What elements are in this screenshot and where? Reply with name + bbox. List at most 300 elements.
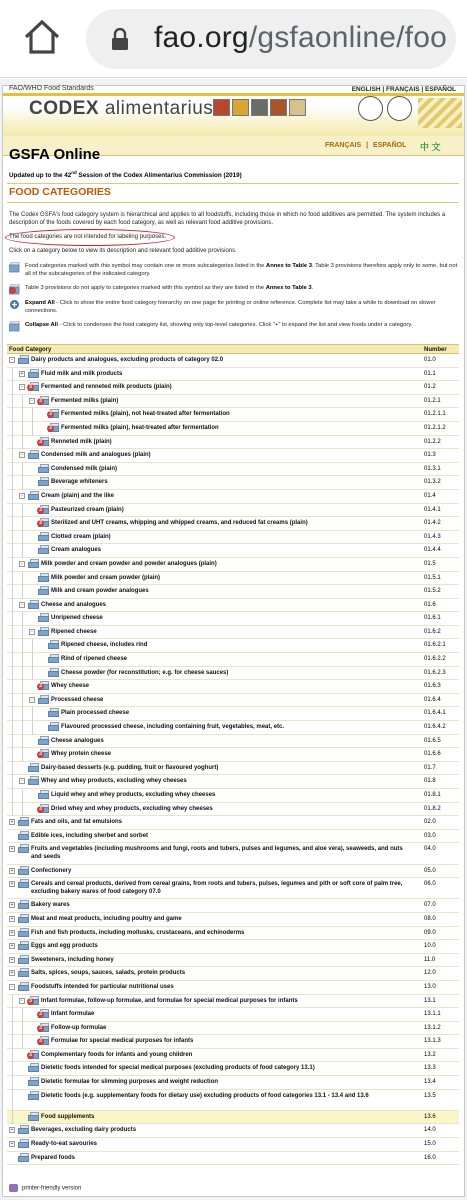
tree-line <box>22 572 23 586</box>
category-label[interactable]: Milk and cream powder analogues <box>51 588 149 595</box>
table-row[interactable] <box>7 544 459 558</box>
table-row[interactable] <box>7 490 459 504</box>
collapse-toggle-icon[interactable]: - <box>19 778 25 784</box>
tree-line <box>12 721 13 735</box>
category-label[interactable]: Clotted cream (plain) <box>51 533 111 540</box>
category-label[interactable]: Fermented milks (plain) <box>51 397 119 404</box>
category-label[interactable]: Liquid whey and whey products, excluding whey cheeses <box>51 792 216 798</box>
category-number: 01.6.6 <box>424 751 441 758</box>
table-row[interactable] <box>7 572 459 586</box>
address-bar[interactable] <box>86 9 456 69</box>
folder-icon <box>18 968 31 977</box>
category-label[interactable]: Fruits and vegetables (including mushrooms and fungi, roots and tubers, pulses and legumes, and aloe vera), seaweeds, and nuts and seeds <box>31 846 403 860</box>
category-label[interactable]: Complementary foods for infants and young children <box>41 1051 193 1058</box>
tree-line <box>12 612 13 626</box>
tree-line <box>12 762 13 776</box>
folder-icon <box>18 831 31 840</box>
table-row[interactable] <box>7 395 459 409</box>
folder-icon <box>18 955 31 964</box>
table-row[interactable] <box>7 368 459 382</box>
collapse-toggle-icon[interactable]: - <box>29 629 35 635</box>
expand-toggle-icon[interactable]: + <box>10 881 14 888</box>
table-row[interactable] <box>7 626 459 640</box>
category-label[interactable]: Cheese powder (for reconstitution; e.g. for cheese sauces) <box>61 669 229 676</box>
table-row[interactable] <box>7 449 459 463</box>
category-label[interactable]: Cheese analogues <box>51 737 104 744</box>
tree-line <box>22 1022 23 1036</box>
table-row[interactable] <box>7 1049 459 1063</box>
table-row[interactable] <box>7 913 459 927</box>
table-row[interactable] <box>7 694 459 708</box>
table-row[interactable] <box>7 865 459 879</box>
collapse-toggle-icon[interactable]: - <box>19 561 25 567</box>
table3-icon <box>9 284 20 295</box>
category-number: 01.6.5 <box>424 737 441 744</box>
category-number: 01.5.2 <box>424 588 441 595</box>
tree-line <box>12 1090 13 1111</box>
table-row[interactable] <box>7 1022 459 1036</box>
tree-line <box>12 544 13 558</box>
language-links <box>325 142 409 149</box>
category-label[interactable]: Follow-up formulae <box>51 1024 107 1031</box>
expand-toggle-icon[interactable]: + <box>10 819 14 826</box>
category-number: 01.5 <box>424 560 436 567</box>
who-logo <box>387 96 412 121</box>
collapse-toggle-icon[interactable]: - <box>19 998 25 1004</box>
table3-folder-icon: 3 <box>48 423 61 432</box>
tree-line <box>12 531 13 545</box>
tree-line <box>12 1035 13 1049</box>
table3-folder-icon: 3 <box>38 681 51 690</box>
legend-expand-all[interactable]: Expand All - Click to show the entire food category hierarchy on one page for printing or online reference. Complete list may take a while to download on slower connections. <box>9 299 461 315</box>
codex-logo-text: CODEX alimentarius <box>29 98 214 119</box>
tree-line <box>12 599 13 613</box>
expand-toggle-icon[interactable]: + <box>10 867 14 874</box>
header-number: Number <box>424 346 447 353</box>
category-label[interactable]: Milk powder and cream powder (plain) <box>51 574 161 581</box>
folder-icon <box>28 369 41 378</box>
food-category-table <box>7 344 459 1165</box>
category-label[interactable]: Fermented and renneted milk products (plain) <box>41 384 172 391</box>
category-number: 01.6.2.1 <box>424 642 446 649</box>
table-row[interactable] <box>7 517 459 531</box>
legend-collapse-all[interactable]: Collapse All - Click to condenses the food category list, showing only top-level categories. Click "+" to expand the list and view foods under a category. <box>9 321 461 329</box>
table-row[interactable] <box>7 981 459 995</box>
category-label[interactable]: Formulae for special medical purposes for infants <box>51 1038 194 1045</box>
category-number: 01.6.2.2 <box>424 656 446 663</box>
category-number: 13.1 <box>424 997 436 1004</box>
folder-icon <box>38 790 51 799</box>
table3-folder-icon: 3 <box>38 804 51 813</box>
lang-french-link[interactable]: FRANÇAIS <box>325 142 362 149</box>
table-row[interactable] <box>7 1035 459 1049</box>
collapse-toggle-icon[interactable]: - <box>19 452 25 458</box>
category-label[interactable]: Condensed milk (plain) <box>51 465 118 472</box>
table-row[interactable] <box>7 1076 459 1090</box>
tree-line <box>12 368 13 382</box>
expand-toggle-icon[interactable]: + <box>10 970 14 977</box>
category-label[interactable]: Confectionery <box>31 867 72 874</box>
category-label[interactable]: Food supplements <box>41 1113 95 1120</box>
table3-folder-icon: 3 <box>38 505 51 514</box>
expand-toggle-icon[interactable]: + <box>10 1141 14 1148</box>
table-row[interactable] <box>7 995 459 1009</box>
category-number: 01.3.1 <box>424 465 441 472</box>
category-number: 01.4.2 <box>424 520 441 527</box>
tree-line <box>22 463 23 477</box>
category-number: 01.3.2 <box>424 479 441 486</box>
category-label[interactable]: Dietetic foods intended for special medical purposes (excluding products of food category 13.1) <box>41 1065 315 1072</box>
category-number: 01.2.1 <box>424 397 441 404</box>
category-label[interactable]: Fermented milks (plain), not heat-treated after fermentation <box>61 411 230 418</box>
table-row[interactable] <box>7 354 459 368</box>
category-number: 15.0 <box>424 1141 436 1148</box>
category-label[interactable]: Dairy-based desserts (e.g. pudding, fruit or flavoured yoghurt) <box>41 764 219 771</box>
table-row[interactable] <box>7 504 459 518</box>
category-number: 01.7 <box>424 764 436 771</box>
table-row[interactable] <box>7 653 459 667</box>
category-number: 01.2.1.2 <box>424 424 446 431</box>
category-label[interactable]: Condensed milk and analogues (plain) <box>41 452 151 459</box>
folder-icon <box>28 559 41 568</box>
category-number: 02.0 <box>424 819 436 826</box>
folder-icon <box>28 1063 41 1072</box>
category-label[interactable]: Whey and whey products, excluding whey cheeses <box>41 778 187 785</box>
table3-folder-icon: 3 <box>28 996 41 1005</box>
category-number: 09.0 <box>424 929 436 936</box>
category-label[interactable]: Ripened cheese, includes rind <box>61 642 148 649</box>
category-label[interactable]: Whey cheese <box>51 683 90 690</box>
tree-line <box>22 612 23 626</box>
category-label[interactable]: Dietetic formulae for slimming purposes and weight reduction <box>41 1079 219 1086</box>
table-row[interactable] <box>7 748 459 762</box>
lang-spanish-link[interactable]: ESPAÑOL <box>373 142 407 149</box>
folder-icon <box>38 627 51 636</box>
category-label[interactable]: Fermented milks (plain), heat-treated after fermentation <box>61 424 219 431</box>
folder-icon <box>38 695 51 704</box>
tree-line <box>22 653 23 667</box>
category-label[interactable]: Pasteurized cream (plain) <box>51 506 124 513</box>
category-label[interactable]: Ripened cheese <box>51 628 97 635</box>
tree-line <box>32 639 33 653</box>
folder-icon <box>18 355 31 364</box>
category-label[interactable]: Foodstuffs intended for particular nutritional uses <box>31 983 174 990</box>
expand-toggle-icon[interactable]: + <box>10 1127 14 1134</box>
tree-line <box>12 490 13 504</box>
category-number: 04.0 <box>424 846 436 853</box>
category-number: 13.5 <box>424 1092 436 1099</box>
category-number: 01.0 <box>424 357 436 363</box>
table-row[interactable] <box>7 667 459 681</box>
top-language-links[interactable]: ENGLISH | FRANÇAIS | ESPAÑOL <box>351 86 456 93</box>
table-row[interactable] <box>7 721 459 735</box>
table-row[interactable] <box>7 1062 459 1076</box>
category-label[interactable]: Cereals and cereal products, derived from cereal grains, from roots and tubers, pulses, legumes and pith or soft core of palm tree, excluding bakery wares of food category 07.0 <box>31 881 403 895</box>
category-label[interactable]: Infant formulae, follow-up formulae, and formulae for special medical purposes for infants <box>41 997 298 1004</box>
category-label[interactable]: Ready-to-eat savouries <box>31 1141 98 1148</box>
tree-line <box>12 463 13 477</box>
folder-icon <box>18 817 31 826</box>
table-row[interactable] <box>7 967 459 981</box>
category-label[interactable]: Edible ices, including sherbet and sorbet <box>31 832 149 839</box>
tree-line <box>32 422 33 436</box>
category-label[interactable]: Milk powder and cream powder and powder analogues (plain) <box>41 560 217 567</box>
table3-folder-icon: 3 <box>38 437 51 446</box>
folder-icon <box>48 708 61 717</box>
table-row[interactable] <box>7 463 459 477</box>
category-number: 01.6.4 <box>424 696 441 703</box>
category-label[interactable]: Cream (plain) and the like <box>41 492 115 499</box>
table-row[interactable] <box>7 1090 459 1111</box>
category-label[interactable]: Salts, spices, soups, sauces, salads, protein products <box>31 970 186 977</box>
table-row[interactable] <box>7 612 459 626</box>
collapse-toggle-icon[interactable]: - <box>19 493 25 499</box>
updated-note: Updated up to the 42nd Session of the Codex Alimentarius Commission (2019) <box>9 170 242 180</box>
category-label[interactable]: Bakery wares <box>31 902 70 909</box>
folder-icon <box>28 491 41 500</box>
tree-line <box>12 449 13 463</box>
expand-toggle-icon[interactable]: + <box>10 956 14 963</box>
category-label[interactable]: Processed cheese <box>51 696 104 703</box>
browser-toolbar <box>0 0 467 78</box>
expand-toggle-icon[interactable]: + <box>10 846 14 853</box>
table-row[interactable] <box>7 1138 459 1152</box>
codex-banner <box>3 86 464 136</box>
table3-folder-icon: 3 <box>38 396 51 405</box>
category-label[interactable]: Cream analogues <box>51 547 102 554</box>
category-label[interactable]: Flavoured processed cheese, including containing fruit, vegetables, meat, etc. <box>61 724 285 731</box>
tree-line <box>12 517 13 531</box>
expand-toggle-icon[interactable]: + <box>10 915 14 922</box>
expand-toggle-icon[interactable]: + <box>10 902 14 909</box>
category-number: 13.3 <box>424 1065 436 1072</box>
folder-icon <box>28 600 41 609</box>
category-number: 12.0 <box>424 970 436 977</box>
tree-line <box>22 504 23 518</box>
category-label[interactable]: Whey protein cheese <box>51 751 112 758</box>
folder-icon <box>18 1153 31 1162</box>
category-number: 13.1.1 <box>424 1011 441 1018</box>
tree-line <box>22 667 23 681</box>
tree-line <box>32 721 33 735</box>
tree-line <box>32 667 33 681</box>
table-body <box>7 354 459 1165</box>
lang-separator: | <box>366 142 369 149</box>
table-row[interactable] <box>7 1008 459 1022</box>
click-instruction: Click on a category below to view its description and relevant food additive provisions. <box>9 248 237 254</box>
divider <box>7 202 459 203</box>
category-number: 13.1.2 <box>424 1024 441 1031</box>
table-row[interactable] <box>7 639 459 653</box>
category-number: 01.5.1 <box>424 574 441 581</box>
expand-toggle-icon[interactable]: + <box>20 370 24 377</box>
table3-folder-icon: 3 <box>38 1009 51 1018</box>
tree-line <box>12 639 13 653</box>
tree-line <box>22 694 23 708</box>
table-row[interactable] <box>7 422 459 436</box>
tree-line <box>12 653 13 667</box>
collapse-toggle-icon[interactable]: - <box>19 602 25 608</box>
folder-icon <box>18 900 31 909</box>
table-row[interactable] <box>7 1152 459 1166</box>
collapse-toggle-icon[interactable]: - <box>29 697 35 703</box>
category-label[interactable]: Rind of ripened cheese <box>61 656 128 663</box>
table-row[interactable] <box>7 1111 459 1125</box>
folder-icon <box>18 844 31 853</box>
collapse-icon[interactable] <box>9 321 20 332</box>
lang-chinese-link[interactable]: 中 文 <box>420 142 441 152</box>
tree-line <box>12 585 13 599</box>
expand-toggle-icon[interactable]: + <box>10 929 14 936</box>
category-label[interactable]: Infant formulae <box>51 1011 95 1018</box>
page-title: GSFA Online <box>9 146 101 163</box>
labeling-notice: The food categories are not intended for labeling purposes. <box>9 234 167 240</box>
table-row[interactable] <box>7 789 459 803</box>
category-number: 01.4 <box>424 492 436 499</box>
category-label[interactable]: Fluid milk and milk products <box>41 370 123 377</box>
tree-line <box>22 707 23 721</box>
table3-folder-icon: 3 <box>38 1036 51 1045</box>
category-number: 13.0 <box>424 983 436 990</box>
tree-line <box>12 735 13 749</box>
table-header <box>7 344 459 354</box>
category-label[interactable]: Unripened cheese <box>51 615 103 622</box>
category-number: 01.3 <box>424 452 436 459</box>
home-icon[interactable] <box>22 17 62 57</box>
food-image-4 <box>270 99 287 116</box>
folder-icon <box>28 776 41 785</box>
category-label[interactable]: Sterilized and UHT creams, whipping and whipped creams, and reduced fat creams (plain) <box>51 520 308 527</box>
page-frame <box>2 85 465 1197</box>
table-row[interactable] <box>7 381 459 395</box>
tree-line <box>12 1062 13 1076</box>
category-number: 01.6.4.1 <box>424 710 446 717</box>
table-row[interactable] <box>7 735 459 749</box>
table-row[interactable] <box>7 707 459 721</box>
tree-line <box>22 1008 23 1022</box>
expand-icon[interactable] <box>9 299 20 310</box>
collapse-toggle-icon[interactable]: - <box>9 357 15 363</box>
collapse-toggle-icon[interactable]: - <box>29 398 35 404</box>
table3-folder-icon: 3 <box>48 409 61 418</box>
category-label[interactable]: Dried whey and whey products, excluding whey cheeses <box>51 805 213 812</box>
tree-line <box>12 572 13 586</box>
table-row[interactable] <box>7 954 459 968</box>
category-label[interactable]: Meat and meat products, including poultry and game <box>31 915 182 922</box>
printer-friendly-link[interactable]: printer-friendly version <box>9 1184 81 1192</box>
category-label[interactable]: Eggs and egg products <box>31 943 98 950</box>
folder-icon <box>38 464 51 473</box>
tree-line <box>12 748 13 762</box>
category-label[interactable]: Dietetic foods (e.g. supplementary foods for dietary use) excluding products of food categories 13.1 - 13.4 and 13.6 <box>41 1092 369 1099</box>
category-label[interactable]: Renneted milk (plain) <box>51 438 112 445</box>
folder-icon <box>38 573 51 582</box>
collapse-toggle-icon[interactable]: - <box>19 384 25 390</box>
category-number: 01.2.1.1 <box>424 411 446 418</box>
category-number: 01.6.2 <box>424 628 441 635</box>
category-label[interactable]: Plain processed cheese <box>61 710 130 717</box>
table-row[interactable] <box>7 680 459 694</box>
category-label[interactable]: Fish and fish products, including mollusks, crustaceans, and echinoderms <box>31 929 245 936</box>
table-row[interactable] <box>7 599 459 613</box>
category-number: 01.4.4 <box>424 547 441 554</box>
tree-line <box>12 476 13 490</box>
table-row[interactable] <box>7 830 459 844</box>
tree-line <box>22 476 23 490</box>
table3-folder-icon: 3 <box>28 382 41 391</box>
table-row[interactable] <box>7 476 459 490</box>
folder-icon <box>28 1077 41 1086</box>
table-row[interactable] <box>7 558 459 572</box>
tree-line <box>22 626 23 640</box>
tree-line <box>22 436 23 450</box>
url-text: fao.org/gsfaonline/foo <box>154 21 447 54</box>
table-row[interactable] <box>7 940 459 954</box>
category-number: 13.2 <box>424 1051 436 1058</box>
category-label[interactable]: Prepared foods <box>31 1154 76 1161</box>
section-title: FOOD CATEGORIES <box>9 186 111 198</box>
category-number: 13.6 <box>424 1113 436 1120</box>
category-number: 06.0 <box>424 881 436 888</box>
tree-line <box>12 1076 13 1090</box>
category-number: 01.4.1 <box>424 506 441 513</box>
category-label[interactable]: Cheese and analogues <box>41 601 107 608</box>
printer-icon <box>9 1184 18 1192</box>
tree-line <box>22 748 23 762</box>
table-row[interactable] <box>7 878 459 899</box>
table-row[interactable] <box>7 1124 459 1138</box>
table-row[interactable] <box>7 899 459 913</box>
category-number: 07.0 <box>424 902 436 909</box>
category-label[interactable]: Beverage whiteners <box>51 479 108 486</box>
divider <box>7 183 459 184</box>
category-label[interactable]: Dairy products and analogues, excluding products of category 02.0 <box>31 357 224 363</box>
table-row[interactable] <box>7 843 459 864</box>
table-row[interactable] <box>7 436 459 450</box>
table-row[interactable] <box>7 585 459 599</box>
folder-icon <box>18 914 31 923</box>
category-label[interactable]: Fats and oils, and fat emulsions <box>31 819 123 826</box>
tree-line <box>12 680 13 694</box>
tree-line <box>12 667 13 681</box>
category-number: 13.1.3 <box>424 1038 441 1045</box>
collapse-toggle-icon[interactable]: - <box>9 984 15 990</box>
table-row[interactable] <box>7 531 459 545</box>
category-number: 14.0 <box>424 1127 436 1134</box>
category-label[interactable]: Beverages, excluding dairy products <box>31 1127 137 1134</box>
tree-line <box>12 1008 13 1022</box>
table-row[interactable] <box>7 816 459 830</box>
tree-line <box>22 395 23 409</box>
table3-folder-icon: 3 <box>38 518 51 527</box>
tree-line <box>12 558 13 572</box>
category-label[interactable]: Sweeteners, including honey <box>31 956 114 963</box>
table-row[interactable] <box>7 408 459 422</box>
tree-line <box>22 531 23 545</box>
tree-line <box>12 1111 13 1125</box>
table-row[interactable] <box>7 775 459 789</box>
food-image-2 <box>232 99 249 116</box>
food-images <box>213 99 306 116</box>
category-number: 01.8 <box>424 778 436 785</box>
folder-icon <box>48 640 61 649</box>
table-row[interactable] <box>7 803 459 817</box>
table-row[interactable] <box>7 927 459 941</box>
table-row[interactable] <box>7 762 459 776</box>
expand-toggle-icon[interactable]: + <box>10 943 14 950</box>
folder-icon <box>38 477 51 486</box>
tree-line <box>22 544 23 558</box>
